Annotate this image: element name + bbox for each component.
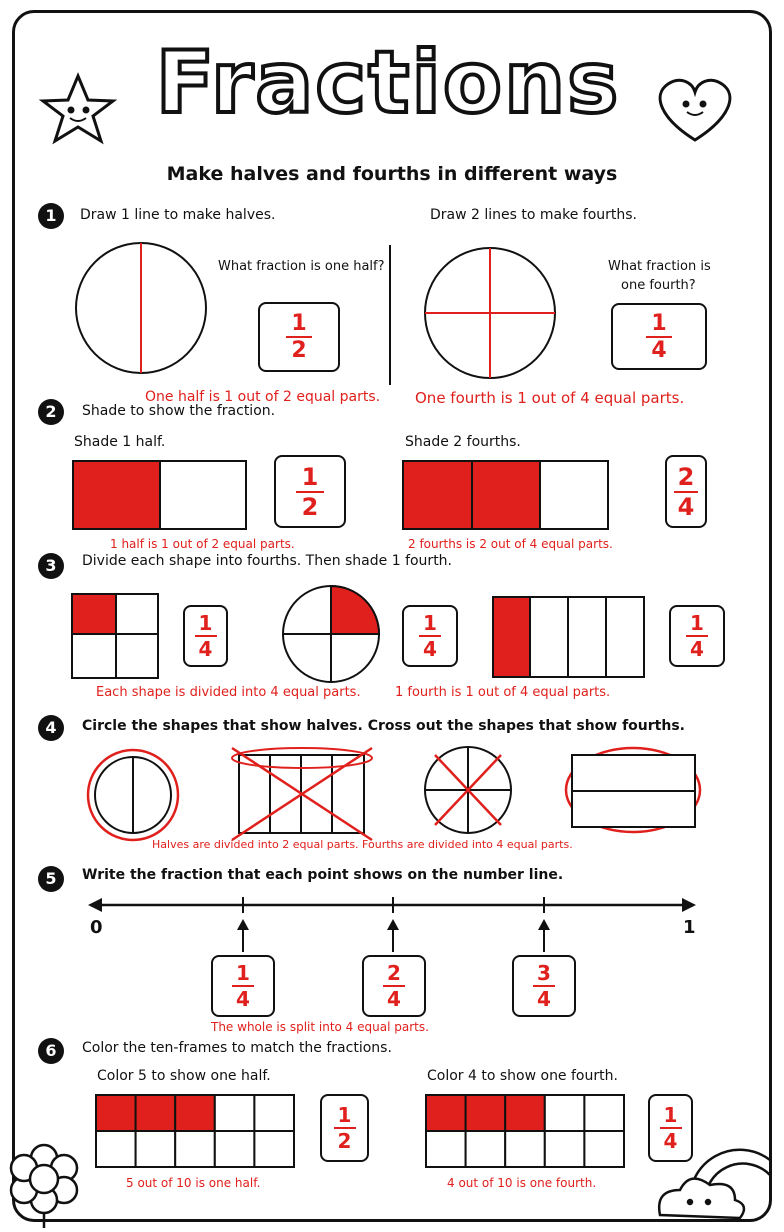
fraction-numerator: 1 bbox=[423, 611, 437, 635]
s6-right-fraction-box bbox=[648, 1094, 693, 1162]
s5-point-fraction-2 bbox=[362, 955, 426, 1017]
fraction-denominator: 2 bbox=[337, 1129, 352, 1153]
s5-instruction: Write the fraction that each point shows on the number line. bbox=[82, 867, 564, 883]
fraction-numerator: 1 bbox=[337, 1103, 352, 1127]
ten-frame-left-cell bbox=[215, 1131, 255, 1167]
s4-answer: Halves are divided into 2 equal parts. Fourths are divided into 4 equal parts. bbox=[152, 838, 573, 851]
fraction-denominator: 4 bbox=[663, 1129, 678, 1153]
s3-fraction-box-3 bbox=[669, 605, 725, 667]
fraction-denominator: 2 bbox=[301, 492, 319, 521]
fraction-denominator: 4 bbox=[423, 637, 437, 661]
page-subtitle: Make halves and fourths in different ways bbox=[166, 163, 618, 185]
s1-left-instruction: Draw 1 line to make halves. bbox=[80, 207, 276, 223]
ten-frame-right-cell bbox=[505, 1131, 545, 1167]
fraction-denominator: 4 bbox=[651, 337, 667, 363]
fraction-denominator: 2 bbox=[291, 338, 307, 363]
s6-right-label: Color 4 to show one fourth. bbox=[427, 1068, 618, 1084]
s1-right-question-line1: What fraction is bbox=[608, 259, 711, 274]
s3-instruction: Divide each shape into fourths. Then shade 1 fourth. bbox=[82, 553, 453, 569]
s1-right-fraction-box bbox=[611, 303, 707, 370]
fraction-denominator: 4 bbox=[677, 492, 695, 521]
s5-answer: The whole is split into 4 equal parts. bbox=[211, 1020, 429, 1034]
fraction-denominator: 4 bbox=[690, 637, 704, 661]
fraction-denominator: 4 bbox=[236, 987, 250, 1011]
s6-instruction: Color the ten-frames to match the fractions. bbox=[82, 1040, 392, 1056]
star-icon bbox=[43, 76, 113, 141]
fraction-numerator: 1 bbox=[291, 311, 307, 336]
s6-left-label: Color 5 to show one half. bbox=[97, 1068, 271, 1084]
s6-left-fraction-box bbox=[320, 1094, 369, 1162]
fraction-numerator: 1 bbox=[651, 310, 667, 336]
s2-left-label: Shade 1 half. bbox=[74, 434, 166, 450]
heart-icon bbox=[660, 80, 730, 140]
ten-frame-left-cell bbox=[96, 1131, 136, 1167]
s6-right-answer: 4 out of 10 is one fourth. bbox=[447, 1176, 597, 1190]
s5-point-fraction-3 bbox=[512, 955, 576, 1017]
ten-frame-right-cell bbox=[426, 1095, 466, 1131]
s6-left-answer: 5 out of 10 is one half. bbox=[126, 1176, 261, 1190]
fraction-numerator: 3 bbox=[537, 961, 551, 985]
section-6-number: 6 bbox=[38, 1038, 64, 1064]
fraction-numerator: 1 bbox=[663, 1103, 678, 1127]
ten-frame-left-cell bbox=[254, 1131, 294, 1167]
fraction-numerator: 2 bbox=[677, 462, 695, 491]
s3-answer-right: 1 fourth is 1 out of 4 equal parts. bbox=[395, 685, 611, 700]
ten-frame-right-cell bbox=[545, 1131, 585, 1167]
section-2-number: 2 bbox=[38, 399, 64, 425]
fraction-denominator: 4 bbox=[198, 637, 213, 661]
ten-frame-right-cell bbox=[426, 1131, 466, 1167]
ten-frame-left-cell bbox=[136, 1131, 176, 1167]
fraction-numerator: 2 bbox=[387, 961, 401, 985]
number-line-start: 0 bbox=[90, 917, 103, 938]
ten-frame-left-cell bbox=[96, 1095, 136, 1131]
fraction-numerator: 1 bbox=[301, 462, 319, 491]
ten-frame-left-cell bbox=[215, 1095, 255, 1131]
flower-icon bbox=[11, 1145, 77, 1228]
section-5-number: 5 bbox=[38, 866, 64, 892]
fraction-numerator: 1 bbox=[236, 961, 250, 985]
ten-frame-right-cell bbox=[545, 1095, 585, 1131]
fraction-numerator: 1 bbox=[198, 611, 213, 635]
fraction-denominator: 4 bbox=[537, 987, 551, 1011]
s3-fraction-box-2 bbox=[402, 605, 458, 667]
ten-frame-left-cell bbox=[175, 1131, 215, 1167]
s2-left-fraction-box bbox=[274, 455, 346, 528]
ten-frame-right-cell bbox=[505, 1095, 545, 1131]
ten-frame-left-cell bbox=[175, 1095, 215, 1131]
page-title: Fractions bbox=[155, 33, 621, 133]
number-line-end: 1 bbox=[683, 917, 696, 938]
section-3-number: 3 bbox=[38, 553, 64, 579]
fraction-denominator: 4 bbox=[387, 987, 401, 1011]
s3-fraction-box-1 bbox=[183, 605, 228, 667]
s2-right-answer: 2 fourths is 2 out of 4 equal parts. bbox=[408, 537, 613, 551]
s2-right-fraction-box bbox=[665, 455, 707, 528]
s1-right-answer: One fourth is 1 out of 4 equal parts. bbox=[415, 389, 685, 407]
s1-right-question-line2: one fourth? bbox=[621, 278, 696, 293]
ten-frame-right-cell bbox=[584, 1095, 624, 1131]
ten-frame-left-cell bbox=[254, 1095, 294, 1131]
fraction-numerator: 1 bbox=[690, 611, 704, 635]
section-4-number: 4 bbox=[38, 715, 64, 741]
ten-frame-left-cell bbox=[136, 1095, 176, 1131]
ten-frame-right-cell bbox=[584, 1131, 624, 1167]
ten-frame-right-cell bbox=[466, 1131, 506, 1167]
s2-right-label: Shade 2 fourths. bbox=[405, 434, 521, 450]
s2-instruction: Shade to show the fraction. bbox=[82, 403, 276, 419]
s1-left-answer: One half is 1 out of 2 equal parts. bbox=[145, 389, 381, 405]
section-1-number: 1 bbox=[38, 203, 64, 229]
s2-left-answer: 1 half is 1 out of 2 equal parts. bbox=[110, 537, 295, 551]
s5-point-fraction-1 bbox=[211, 955, 275, 1017]
s4-instruction: Circle the shapes that show halves. Cross out the shapes that show fourths. bbox=[82, 718, 685, 734]
ten-frame-right-cell bbox=[466, 1095, 506, 1131]
s3-answer-left: Each shape is divided into 4 equal parts. bbox=[96, 685, 361, 700]
s1-right-instruction: Draw 2 lines to make fourths. bbox=[430, 207, 638, 223]
s1-left-fraction-box bbox=[258, 302, 340, 372]
s1-left-question: What fraction is one half? bbox=[218, 259, 385, 274]
